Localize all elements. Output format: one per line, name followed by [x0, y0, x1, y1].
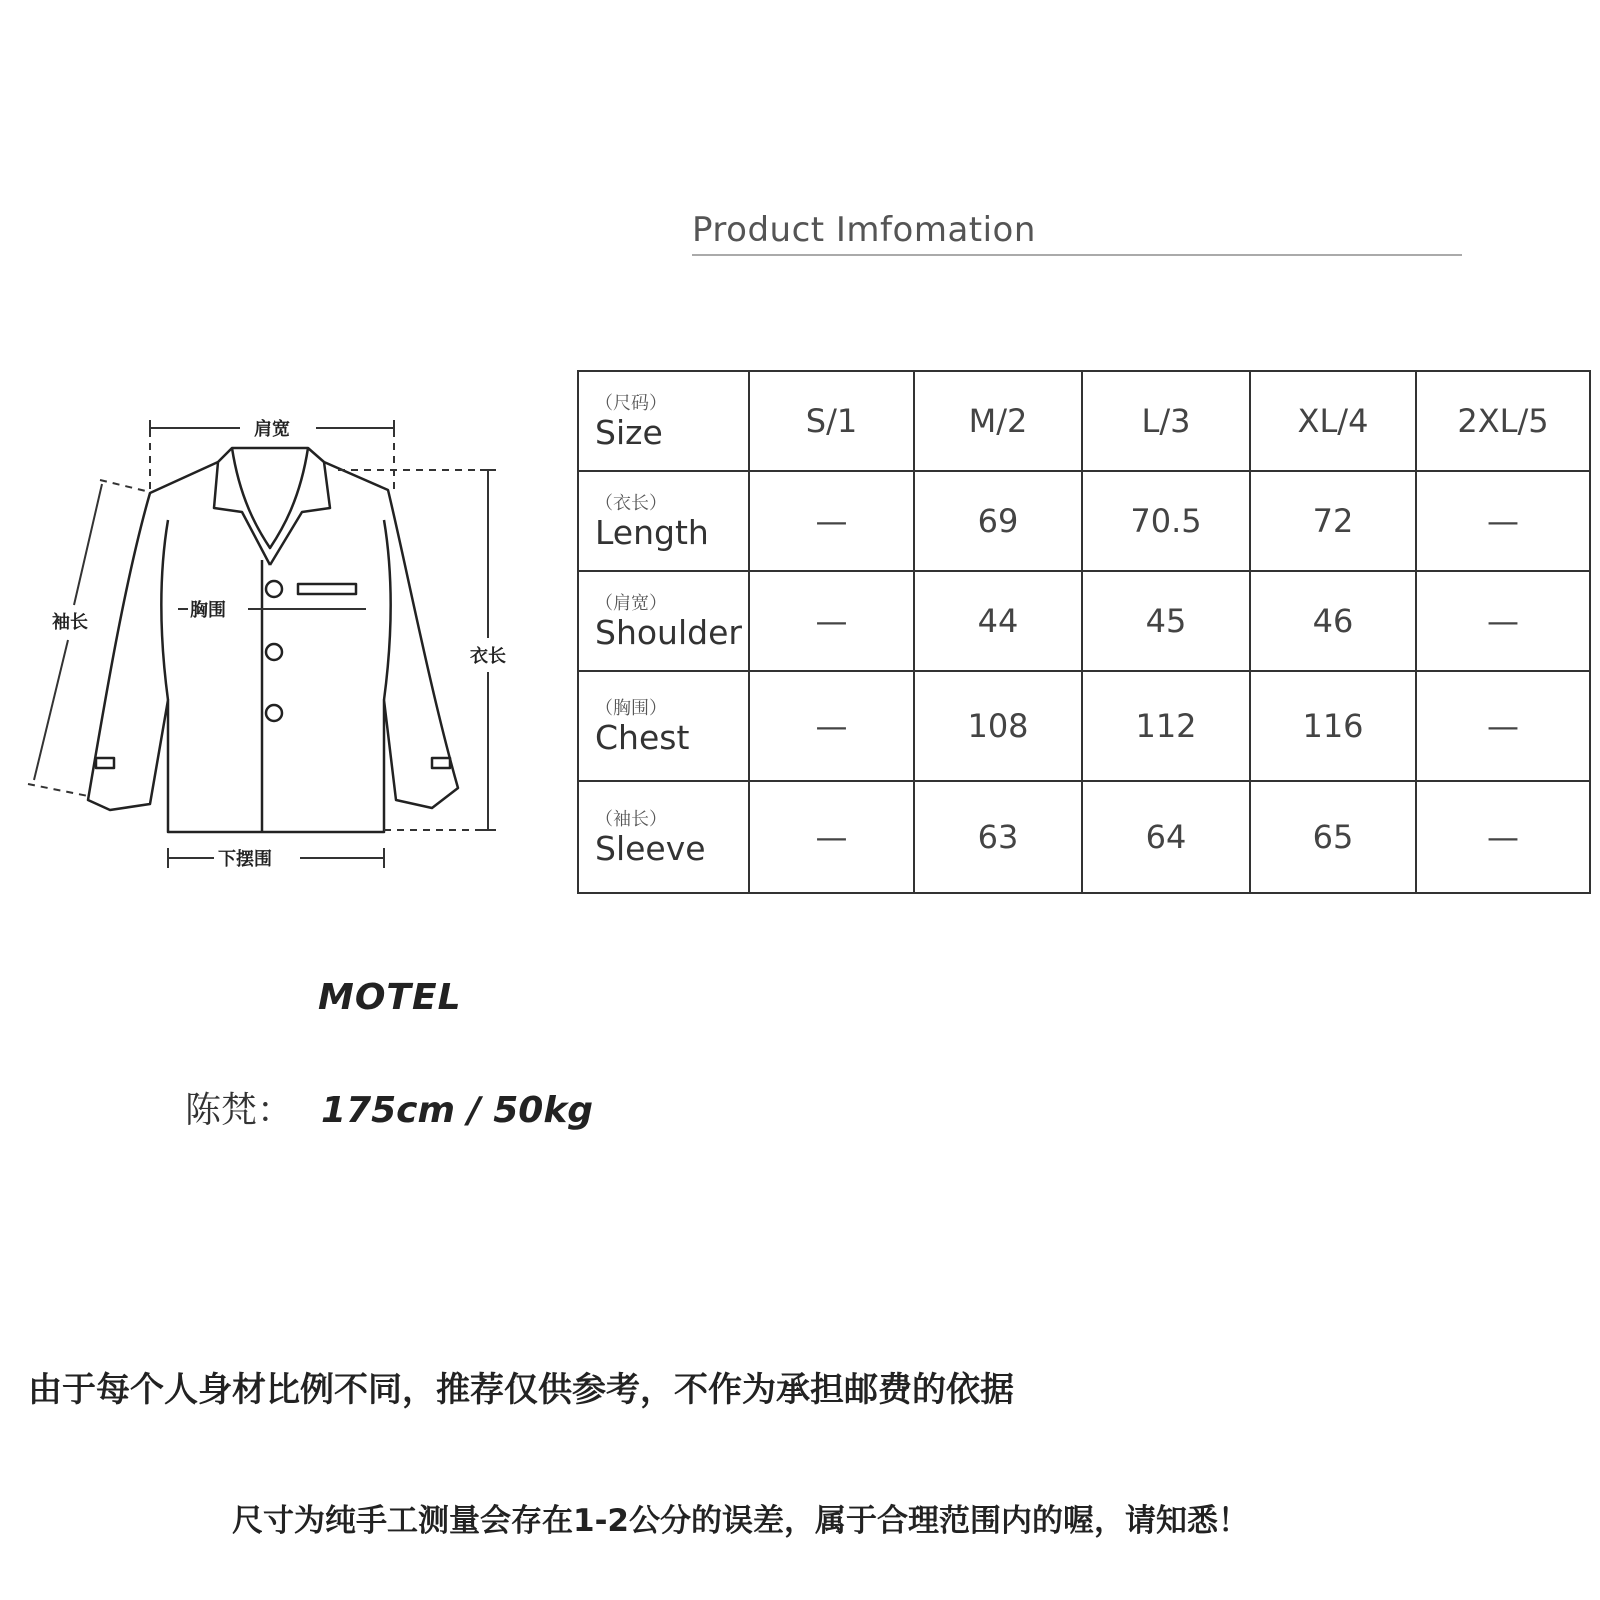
row-header-zh: （袖长）	[595, 809, 667, 830]
table-cell: 108	[914, 671, 1082, 781]
table-cell: —	[1416, 671, 1590, 781]
table-cell: 64	[1082, 781, 1250, 893]
column-header: M/2	[914, 371, 1082, 471]
size-header-en: Size	[595, 413, 663, 452]
length-label: 衣长	[470, 646, 506, 667]
row-header-zh: （肩宽）	[595, 593, 667, 614]
table-cell: 69	[914, 471, 1082, 571]
model-info	[185, 1082, 593, 1133]
button	[266, 705, 282, 721]
table-cell: 70.5	[1082, 471, 1250, 571]
table-row-sleeve	[578, 781, 1590, 893]
column-header: S/1	[749, 371, 914, 471]
row-header-en: Sleeve	[595, 829, 706, 868]
table-cell: 65	[1250, 781, 1416, 893]
table-cell: 44	[914, 571, 1082, 671]
table-cell: 112	[1082, 671, 1250, 781]
sleeve-label: 袖长	[52, 612, 88, 633]
table-cell: 72	[1250, 471, 1416, 571]
table-cell: —	[749, 781, 914, 893]
table-cell: —	[1416, 471, 1590, 571]
neckline	[232, 448, 308, 548]
left-collar	[214, 462, 270, 565]
column-header: L/3	[1082, 371, 1250, 471]
table-cell: 116	[1250, 671, 1416, 781]
jacket-outline	[88, 448, 458, 832]
table-cell: 45	[1082, 571, 1250, 671]
table-cell: 46	[1250, 571, 1416, 671]
row-header-zh: （胸围）	[595, 698, 667, 719]
table-row-length	[578, 471, 1590, 571]
size-chart-table	[577, 370, 1591, 894]
button	[266, 581, 282, 597]
section-title: Product Imfomation	[692, 210, 1036, 250]
table-row-chest	[578, 671, 1590, 781]
row-header	[578, 671, 749, 781]
table-cell: —	[749, 571, 914, 671]
row-header	[578, 571, 749, 671]
row-header-en: Shoulder	[595, 613, 742, 652]
table-cell: 63	[914, 781, 1082, 893]
right-collar	[270, 462, 330, 565]
column-header: XL/4	[1250, 371, 1416, 471]
row-header-en: Chest	[595, 718, 690, 757]
table-header-row	[578, 371, 1590, 471]
row-header	[578, 781, 749, 893]
hem-label: 下摆围	[218, 849, 272, 870]
measurement-note: 尺寸为纯手工测量会存在1-2公分的误差，属于合理范围内的喔，请知悉！	[232, 1503, 1250, 1539]
brand-name: MOTEL	[318, 977, 462, 1018]
size-header-zh: （尺码）	[595, 393, 667, 414]
table-cell: —	[1416, 781, 1590, 893]
table-cell: —	[749, 471, 914, 571]
row-header-zh: （衣长）	[595, 493, 667, 514]
model-name: 陈梵：	[185, 1090, 294, 1131]
button	[266, 644, 282, 660]
table-cell: —	[1416, 571, 1590, 671]
model-stats: 175cm / 50kg	[321, 1090, 594, 1131]
row-header	[578, 471, 749, 571]
table-cell: —	[749, 671, 914, 781]
disclaimer-note: 由于每个人身材比例不同，推荐仅供参考，不作为承担邮费的依据	[28, 1370, 1014, 1410]
size-header-cell	[578, 371, 749, 471]
column-header: 2XL/5	[1416, 371, 1590, 471]
left-cuff-tab	[96, 758, 114, 768]
title-underline	[692, 254, 1462, 256]
row-header-en: Length	[595, 513, 709, 552]
right-cuff-tab	[432, 758, 450, 768]
chest-label: 胸围	[190, 600, 226, 621]
chest-pocket	[298, 584, 356, 594]
shoulder-label: 肩宽	[254, 419, 290, 440]
table-row-shoulder	[578, 571, 1590, 671]
jacket-diagram	[0, 400, 540, 880]
